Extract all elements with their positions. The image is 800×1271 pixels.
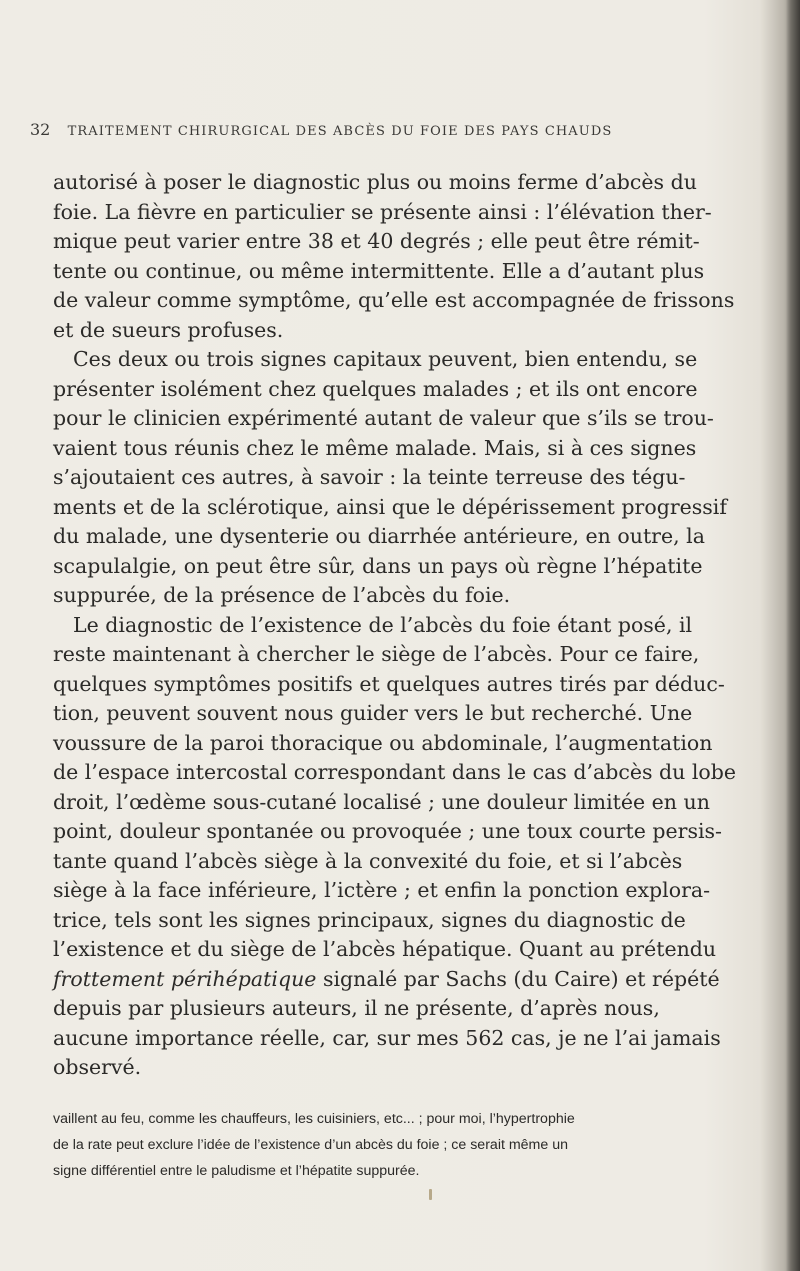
footnote-line: signe différentiel entre le paludisme et l’hépatite suppurée. (53, 1163, 420, 1179)
text-line: voussure de la paroi thoracique ou abdominale, l’augmentation (53, 730, 713, 755)
text-line: et de sueurs profuses. (53, 317, 284, 342)
text-line: Le diagnostic de l’existence de l’abcès du foie étant posé, il (73, 612, 693, 637)
text-line: présenter isolément chez quelques malades ; et ils ont encore (53, 376, 698, 401)
paper-blemish (429, 1189, 432, 1200)
text-line: de l’espace intercostal correspondant dans le cas d’abcès du lobe (53, 760, 736, 784)
text-line: depuis par plusieurs auteurs, il ne présente, d’après nous, (53, 996, 660, 1020)
text-line: aucune importance réelle, car, sur mes 562 cas, je ne l’ai jamais (53, 1025, 721, 1050)
text-line: ments et de la sclérotique, ainsi que le dépérissement progressif (53, 494, 727, 519)
text-line: trice, tels sont les signes principaux, signes du diagnostic de (53, 907, 686, 932)
text-line: suppurée, de la présence de l’abcès du foie. (53, 583, 511, 607)
text-line: vaient tous réunis chez le même malade. Mais, si à ces signes (53, 435, 697, 460)
text-line: scapulalgie, on peut être sûr, dans un pays où règne l’hépatite (53, 553, 703, 578)
text-line: observé. (53, 1055, 142, 1079)
footnote (53, 1106, 753, 1184)
text-line: siège à la face inférieure, l’ictère ; et enfin la ponction explora- (53, 878, 711, 902)
italic-term: frottement périhépatique (53, 966, 317, 991)
text-line: du malade, une dysenterie ou diarrhée antérieure, en outre, la (53, 524, 705, 548)
text-line: l’existence et du siège de l’abcès hépatique. Quant au prétendu (53, 937, 717, 961)
main-text (53, 168, 753, 1083)
page-number: 32 (30, 120, 51, 139)
text-line: droit, l’œdème sous-cutané localisé ; une douleur limitée en un (53, 789, 710, 814)
running-header (30, 120, 730, 139)
page-binding-shadow (786, 0, 800, 1271)
text-line: tion, peuvent souvent nous guider vers le but recherché. Une (53, 701, 693, 725)
footnote-line: de la rate peut exclure l’idée de l’existence d’un abcès du foie ; ce serait même un (53, 1137, 568, 1153)
text-line: quelques symptômes positifs et quelques autres tirés par déduc- (53, 671, 725, 696)
text-line: mique peut varier entre 38 et 40 degrés ; elle peut être rémit- (53, 229, 700, 253)
text-line: tente ou continue, ou même intermittente. Elle a d’autant plus (53, 258, 705, 283)
text-fragment: signalé par Sachs (du Caire) et répété (316, 966, 720, 991)
text-line: autorisé à poser le diagnostic plus ou moins ferme d’abcès du (53, 170, 697, 194)
text-line: Ces deux ou trois signes capitaux peuvent, bien entendu, se (73, 347, 698, 371)
text-line: tante quand l’abcès siège à la convexité du foie, et si l’abcès (53, 848, 683, 873)
footnote-line: vaillent au feu, comme les chauffeurs, les cuisiniers, etc... ; pour moi, l’hypertrophie (53, 1111, 575, 1127)
text-line (53, 965, 753, 995)
text-line: s’ajoutaient ces autres, à savoir : la teinte terreuse des tégu- (53, 465, 686, 489)
text-line: de valeur comme symptôme, qu’elle est accompagnée de frissons (53, 288, 735, 312)
running-title: TRAITEMENT CHIRURGICAL DES ABCÈS DU FOIE DES PAYS CHAUDS (67, 124, 613, 139)
text-line: point, douleur spontanée ou provoquée ; une toux courte persis- (53, 819, 722, 843)
text-line: reste maintenant à chercher le siège de l’abcès. Pour ce faire, (53, 642, 700, 666)
text-line: pour le clinicien expérimenté autant de valeur que s’ils se trou- (53, 406, 714, 430)
text-line: foie. La fièvre en particulier se présente ainsi : l’élévation ther- (53, 199, 712, 224)
